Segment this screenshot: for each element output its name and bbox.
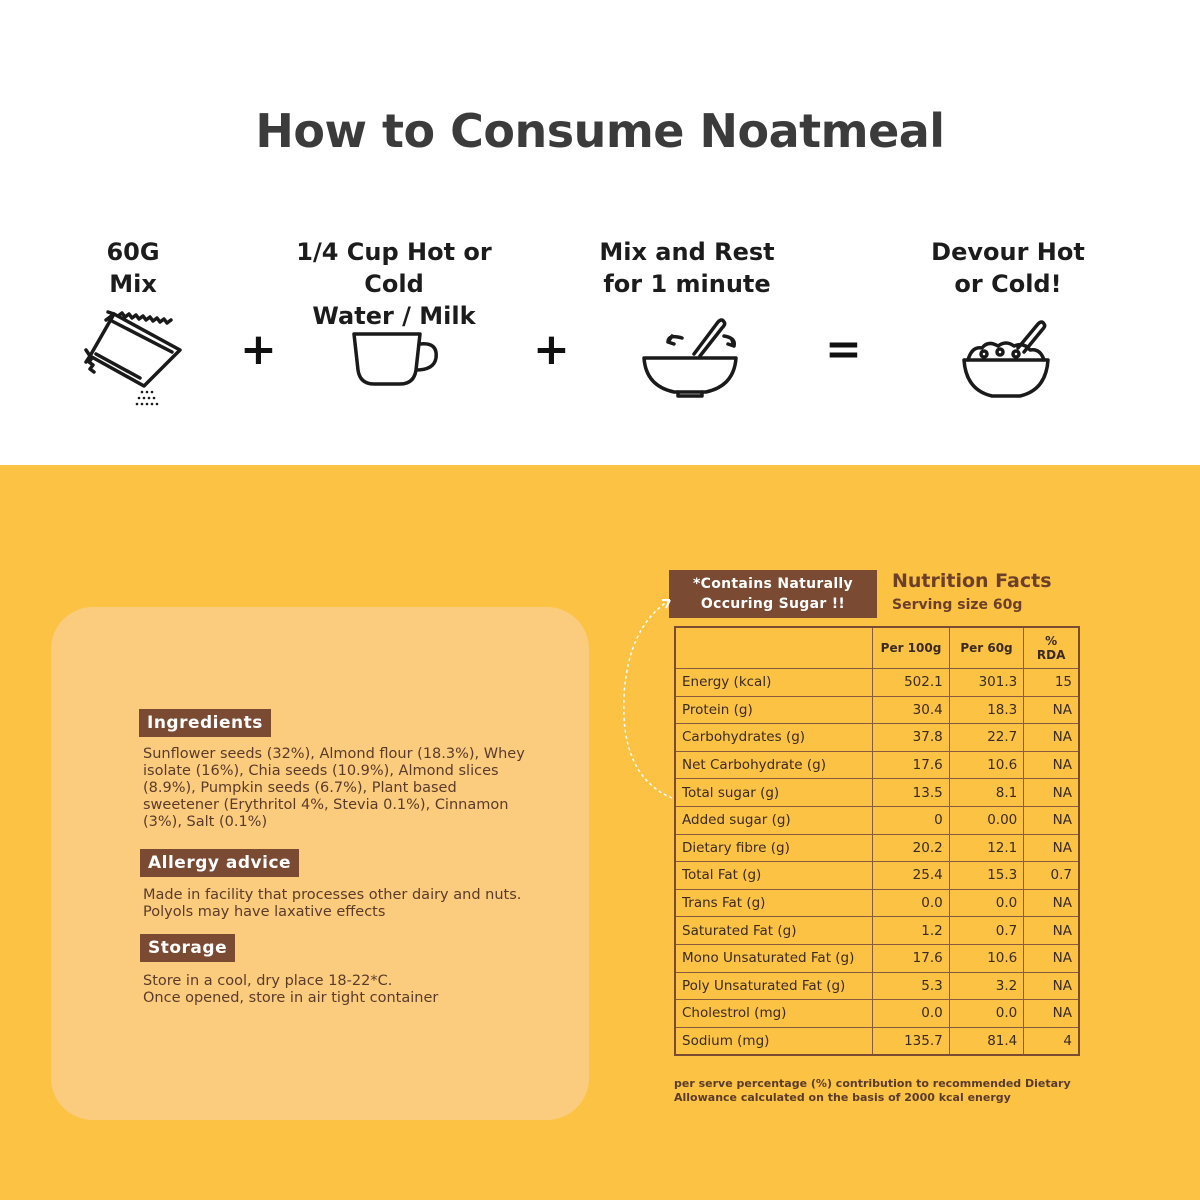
table-row xyxy=(675,917,1079,945)
per-60g-value: 10.6 xyxy=(949,751,1024,779)
per-100g-value: 0 xyxy=(873,806,949,834)
per-60g-value: 8.1 xyxy=(949,779,1024,807)
table-row xyxy=(675,779,1079,807)
plus-sign: + xyxy=(240,324,277,375)
storage-heading: Storage xyxy=(140,934,235,962)
per-60g-value: 81.4 xyxy=(949,1027,1024,1055)
rda-value: NA xyxy=(1024,889,1079,917)
per-100g-value: 0.0 xyxy=(873,889,949,917)
per-100g-value: 37.8 xyxy=(873,724,949,752)
rda-value: 0.7 xyxy=(1024,862,1079,890)
oatmeal-bowl-icon xyxy=(958,318,1054,402)
table-row xyxy=(675,972,1079,1000)
per-60g-value: 0.7 xyxy=(949,917,1024,945)
rda-value: NA xyxy=(1024,696,1079,724)
column-header: Per 60g xyxy=(949,627,1024,669)
nutrient-name: Net Carbohydrate (g) xyxy=(675,751,873,779)
rda-value: NA xyxy=(1024,724,1079,752)
table-header-row xyxy=(675,627,1079,669)
nutrient-name: Poly Unsaturated Fat (g) xyxy=(675,972,873,1000)
step-1-label: 60G Mix xyxy=(106,238,160,298)
step-3-label: Mix and Rest for 1 minute xyxy=(599,238,775,298)
allergy-text: Made in facility that processes other dairy and nuts. Polyols may have laxative effects xyxy=(143,887,522,920)
column-header: % RDA xyxy=(1024,627,1079,669)
equals-sign: = xyxy=(825,324,862,375)
per-60g-value: 3.2 xyxy=(949,972,1024,1000)
table-row xyxy=(675,862,1079,890)
per-100g-value: 17.6 xyxy=(873,751,949,779)
sachet-icon xyxy=(84,310,186,410)
nutrient-name: Sodium (mg) xyxy=(675,1027,873,1055)
ingredients-heading: Ingredients xyxy=(139,709,271,737)
sugar-callout xyxy=(669,570,877,618)
callout-pointer-arrow xyxy=(620,586,680,806)
per-100g-value: 13.5 xyxy=(873,779,949,807)
per-100g-value: 17.6 xyxy=(873,944,949,972)
table-row xyxy=(675,1027,1079,1055)
rda-value: NA xyxy=(1024,1000,1079,1028)
rda-footnote: per serve percentage (%) contribution to recommended Dietary Allowance calculated on the basis of 2000 kcal energy xyxy=(674,1077,1071,1104)
table-row xyxy=(675,696,1079,724)
table-row xyxy=(675,944,1079,972)
nutrient-name: Protein (g) xyxy=(675,696,873,724)
nutrient-name: Trans Fat (g) xyxy=(675,889,873,917)
nutrient-name: Total Fat (g) xyxy=(675,862,873,890)
step-4-label: Devour Hot or Cold! xyxy=(931,238,1085,298)
table-row xyxy=(675,751,1079,779)
allergy-heading: Allergy advice xyxy=(140,849,299,877)
per-100g-value: 0.0 xyxy=(873,1000,949,1028)
per-60g-value: 0.0 xyxy=(949,1000,1024,1028)
per-100g-value: 25.4 xyxy=(873,862,949,890)
rda-value: NA xyxy=(1024,806,1079,834)
rda-value: NA xyxy=(1024,944,1079,972)
per-100g-value: 30.4 xyxy=(873,696,949,724)
ingredients-text: Sunflower seeds (32%), Almond flour (18.3%), Whey isolate (16%), Chia seeds (10.9%), Almond slices (8.9%), Pumpkin seeds (6.7%), Plant based sweetener (Erythritol 4%, Stevia 0.1%), Cinnamon (3%), Salt (0.1%) xyxy=(143,746,525,830)
nutrient-name: Cholestrol (mg) xyxy=(675,1000,873,1028)
nutrient-name: Dietary fibre (g) xyxy=(675,834,873,862)
rda-value: NA xyxy=(1024,751,1079,779)
per-60g-value: 15.3 xyxy=(949,862,1024,890)
mixing-bowl-icon xyxy=(638,316,742,398)
per-60g-value: 18.3 xyxy=(949,696,1024,724)
per-100g-value: 502.1 xyxy=(873,669,949,697)
nutrient-name: Carbohydrates (g) xyxy=(675,724,873,752)
rda-value: NA xyxy=(1024,834,1079,862)
per-60g-value: 12.1 xyxy=(949,834,1024,862)
how-to-section xyxy=(0,0,1200,465)
sugar-callout-text: *Contains Naturally Occuring Sugar !! xyxy=(693,576,853,612)
nutrient-name: Mono Unsaturated Fat (g) xyxy=(675,944,873,972)
per-60g-value: 0.0 xyxy=(949,889,1024,917)
table-row xyxy=(675,669,1079,697)
nutrient-name: Saturated Fat (g) xyxy=(675,917,873,945)
rda-value: NA xyxy=(1024,972,1079,1000)
nutrient-name: Total sugar (g) xyxy=(675,779,873,807)
rda-value: 15 xyxy=(1024,669,1079,697)
storage-text: Store in a cool, dry place 18-22*C. Once opened, store in air tight container xyxy=(143,973,439,1006)
table-row xyxy=(675,834,1079,862)
table-row xyxy=(675,806,1079,834)
serving-size: Serving size 60g xyxy=(892,597,1023,613)
page-title: How to Consume Noatmeal xyxy=(255,104,945,158)
rda-value: NA xyxy=(1024,779,1079,807)
table-row xyxy=(675,1000,1079,1028)
per-60g-value: 22.7 xyxy=(949,724,1024,752)
nutrition-title: Nutrition Facts xyxy=(892,570,1052,592)
per-60g-value: 10.6 xyxy=(949,944,1024,972)
per-60g-value: 301.3 xyxy=(949,669,1024,697)
nutrient-name: Energy (kcal) xyxy=(675,669,873,697)
per-100g-value: 20.2 xyxy=(873,834,949,862)
nutrient-name: Added sugar (g) xyxy=(675,806,873,834)
per-100g-value: 1.2 xyxy=(873,917,949,945)
column-header xyxy=(675,627,873,669)
info-card xyxy=(51,607,589,1120)
table-row xyxy=(675,724,1079,752)
cup-icon xyxy=(350,330,442,390)
rda-value: 4 xyxy=(1024,1027,1079,1055)
per-100g-value: 5.3 xyxy=(873,972,949,1000)
table-row xyxy=(675,889,1079,917)
nutrition-table xyxy=(674,626,1080,1056)
plus-sign: + xyxy=(533,324,570,375)
column-header: Per 100g xyxy=(873,627,949,669)
step-2-label: 1/4 Cup Hot or Cold Water / Milk xyxy=(296,238,492,330)
per-100g-value: 135.7 xyxy=(873,1027,949,1055)
per-60g-value: 0.00 xyxy=(949,806,1024,834)
rda-value: NA xyxy=(1024,917,1079,945)
